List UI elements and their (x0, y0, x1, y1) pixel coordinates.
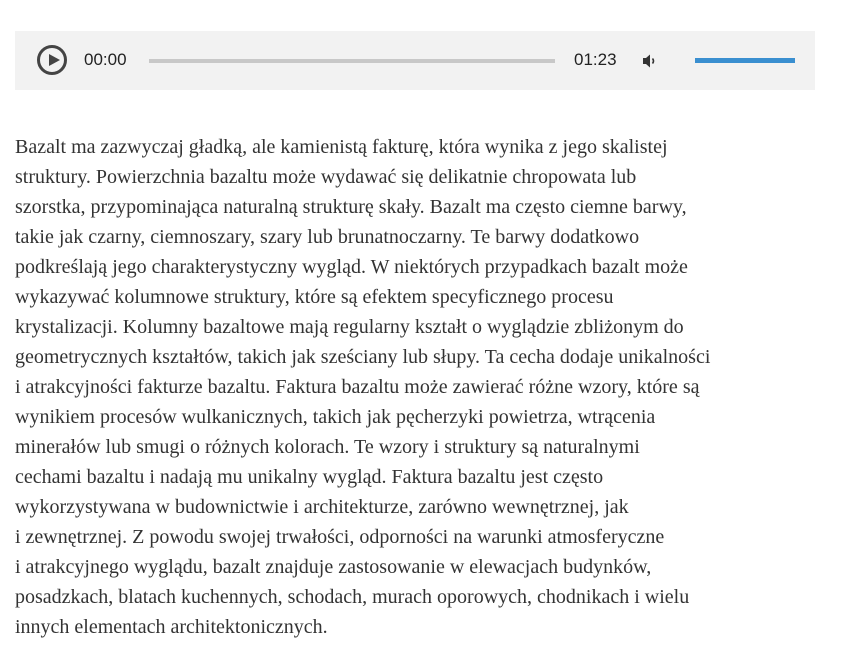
volume-icon[interactable] (641, 52, 659, 70)
duration: 01:23 (574, 50, 617, 69)
paragraph-line: wynikiem procesów wulkanicznych, takich jak pęcherzyki powietrza, wtrącenia (15, 406, 656, 428)
article-paragraph (15, 132, 710, 642)
paragraph-line: minerałów lub smugi o różnych kolorach. Te wzory i struktury są naturalnymi (15, 436, 640, 458)
paragraph-line: i zewnętrznej. Z powodu swojej trwałości, odporności na warunki atmosferyczne (15, 526, 665, 548)
audio-player (15, 31, 815, 90)
paragraph-line: struktury. Powierzchnia bazaltu może wydawać się delikatnie chropowata lub (15, 166, 637, 188)
paragraph-line: i atrakcyjnego wyglądu, bazalt znajduje zastosowanie w elewacjach budynków, (15, 556, 652, 578)
paragraph-line: posadzkach, blatach kuchennych, schodach, murach oporowych, chodnikach i wielu (15, 586, 690, 608)
paragraph-line: i atrakcyjności fakturze bazaltu. Faktura bazaltu może zawierać różne wzory, które są (15, 376, 700, 398)
paragraph-line: innych elementach architektonicznych. (15, 616, 328, 638)
paragraph-line: cechami bazaltu i nadają mu unikalny wygląd. Faktura bazaltu jest często (15, 466, 604, 488)
paragraph-line: geometrycznych kształtów, takich jak sześciany lub słupy. Ta cecha dodaje unikalności (15, 346, 711, 368)
paragraph-line: szorstka, przypominająca naturalną strukturę skały. Bazalt ma często ciemne barwy, (15, 196, 687, 218)
progress-slider[interactable] (149, 59, 555, 63)
paragraph-line: podkreślają jego charakterystyczny wygląd. W niektórych przypadkach bazalt może (15, 256, 688, 278)
paragraph-line: wykazywać kolumnowe struktury, które są efektem specyficznego procesu (15, 286, 614, 308)
play-button[interactable] (37, 45, 67, 75)
paragraph-line: wykorzystywana w budownictwie i architekturze, zarówno wewnętrznej, jak (15, 496, 629, 518)
paragraph-line: takie jak czarny, ciemnoszary, szary lub brunatnoczarny. Te barwy dodatkowo (15, 226, 640, 248)
volume-level (695, 58, 795, 63)
volume-slider[interactable] (695, 58, 795, 63)
paragraph-line: krystalizacji. Kolumny bazaltowe mają regularny kształt o wyglądzie zbliżonym do (15, 316, 684, 338)
paragraph-line: Bazalt ma zazwyczaj gładką, ale kamienistą fakturę, która wynika z jego skalistej (15, 136, 668, 158)
current-time: 00:00 (84, 50, 127, 69)
